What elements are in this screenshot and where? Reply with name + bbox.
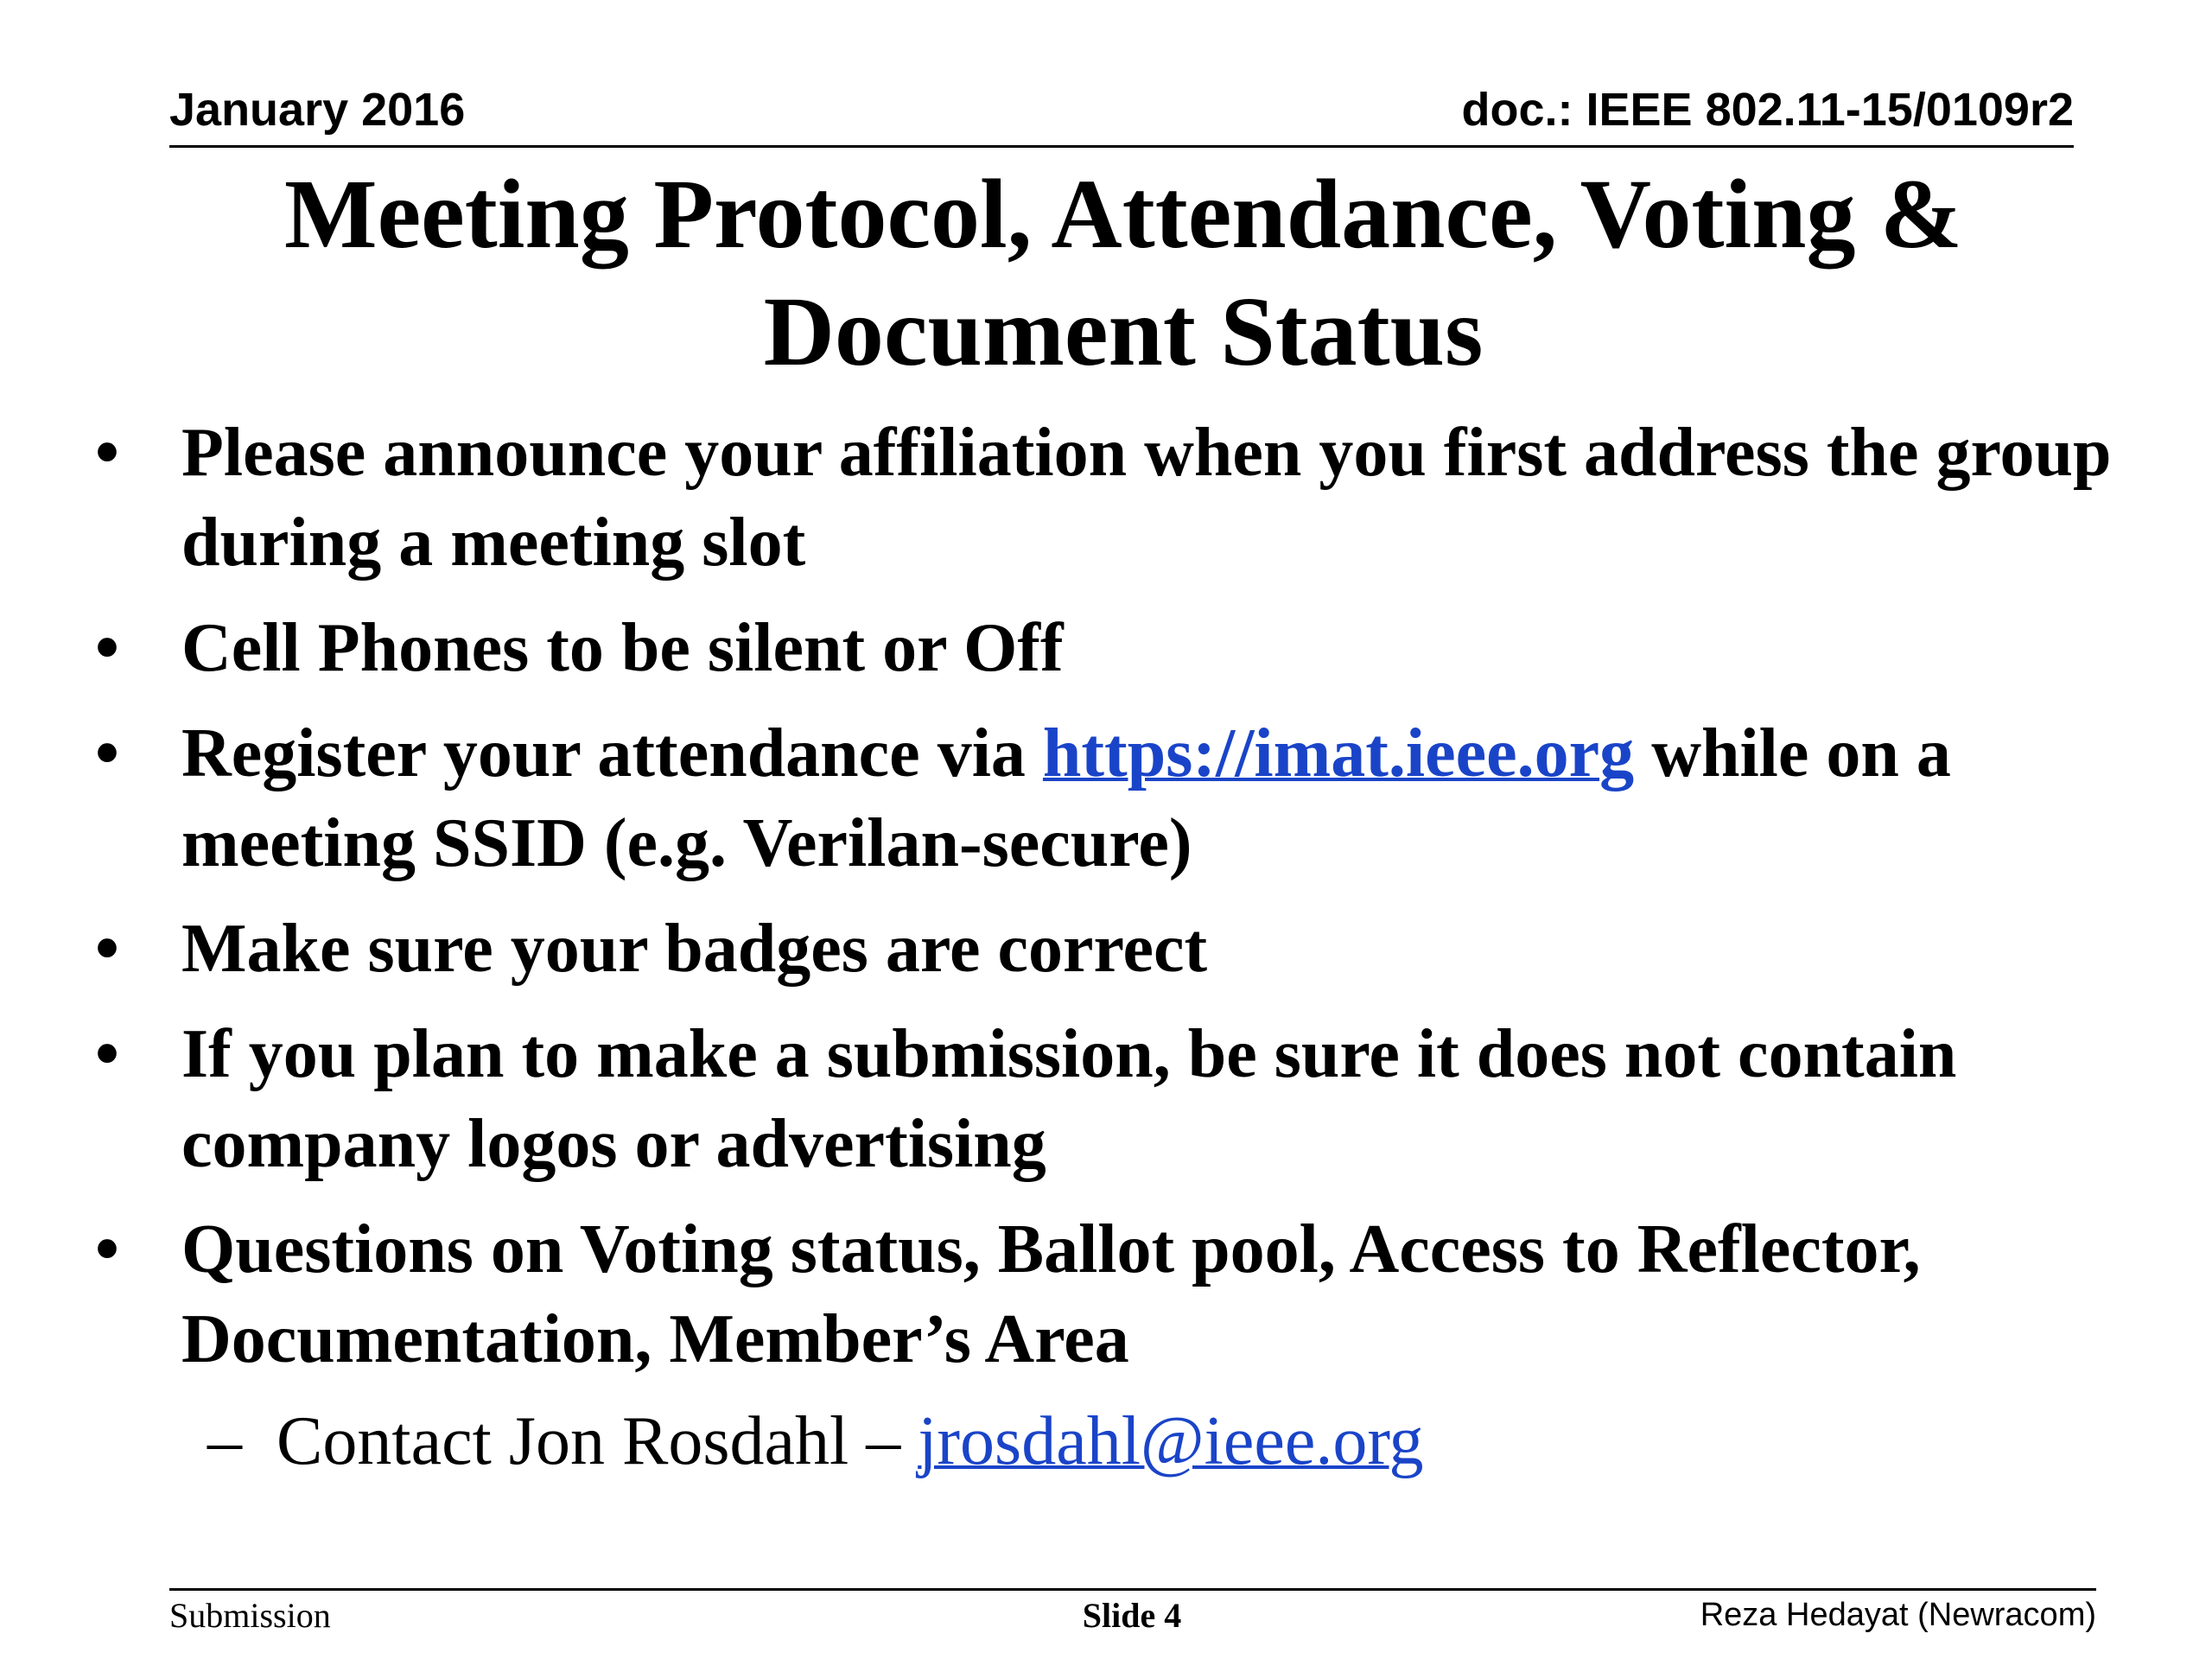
slide-title-line-2: Document Status xyxy=(763,276,1484,386)
header-date: January 2016 xyxy=(169,84,466,136)
footer-slide-number: Slide 4 xyxy=(1082,1596,1182,1635)
bullet-list xyxy=(0,408,2212,1486)
bullet-item xyxy=(0,603,2212,693)
bullet-icon: • xyxy=(95,610,120,686)
bullet-icon: • xyxy=(95,715,120,791)
bullet-icon: • xyxy=(95,415,120,491)
footer-submission: Submission xyxy=(169,1596,331,1635)
bullet-text-after-link: while on a meeting SSID (e.g. Verilan-secure) xyxy=(181,715,1951,881)
bullet-text: Make sure your badges are correct xyxy=(181,911,1208,987)
dash-icon: – xyxy=(207,1403,242,1479)
sub-bullet-text: Contact Jon Rosdahl – xyxy=(276,1403,918,1479)
sub-bullet-item xyxy=(0,1396,2212,1486)
bullet-icon: • xyxy=(95,1016,120,1092)
bullet-text-before-link: Register your attendance via xyxy=(181,715,1043,791)
bullet-text: Cell Phones to be silent or Off xyxy=(181,610,1064,686)
imat-link[interactable]: https://imat.ieee.org xyxy=(1042,715,1635,791)
footer-author: Reza Hedayat (Newracom) xyxy=(1700,1597,2096,1633)
bullet-text: If you plan to make a submission, be sure it does not contain company logos or advertising xyxy=(181,1016,1957,1182)
bullet-icon: • xyxy=(95,911,120,987)
bullet-item xyxy=(0,904,2212,994)
slide-title xyxy=(147,156,2100,391)
bullet-item xyxy=(0,709,2212,888)
bullet-item xyxy=(0,1009,2212,1189)
header-divider xyxy=(169,145,2074,148)
footer-divider xyxy=(169,1588,2096,1591)
bullet-item xyxy=(0,1205,2212,1384)
email-link[interactable]: jrosdahl@ieee.org xyxy=(918,1403,1424,1479)
bullet-text: Questions on Voting status, Ballot pool, Access to Reflector, Documentation, Member’s Area xyxy=(181,1211,1921,1377)
header-doc-id: doc.: IEEE 802.11-15/0109r2 xyxy=(1461,84,2074,136)
slide-title-line-1: Meeting Protocol, Attendance, Voting & xyxy=(283,159,1962,269)
bullet-icon: • xyxy=(95,1211,120,1287)
bullet-item xyxy=(0,408,2212,588)
bullet-text: Please announce your affiliation when you first address the group during a meeting slot xyxy=(181,415,2112,581)
